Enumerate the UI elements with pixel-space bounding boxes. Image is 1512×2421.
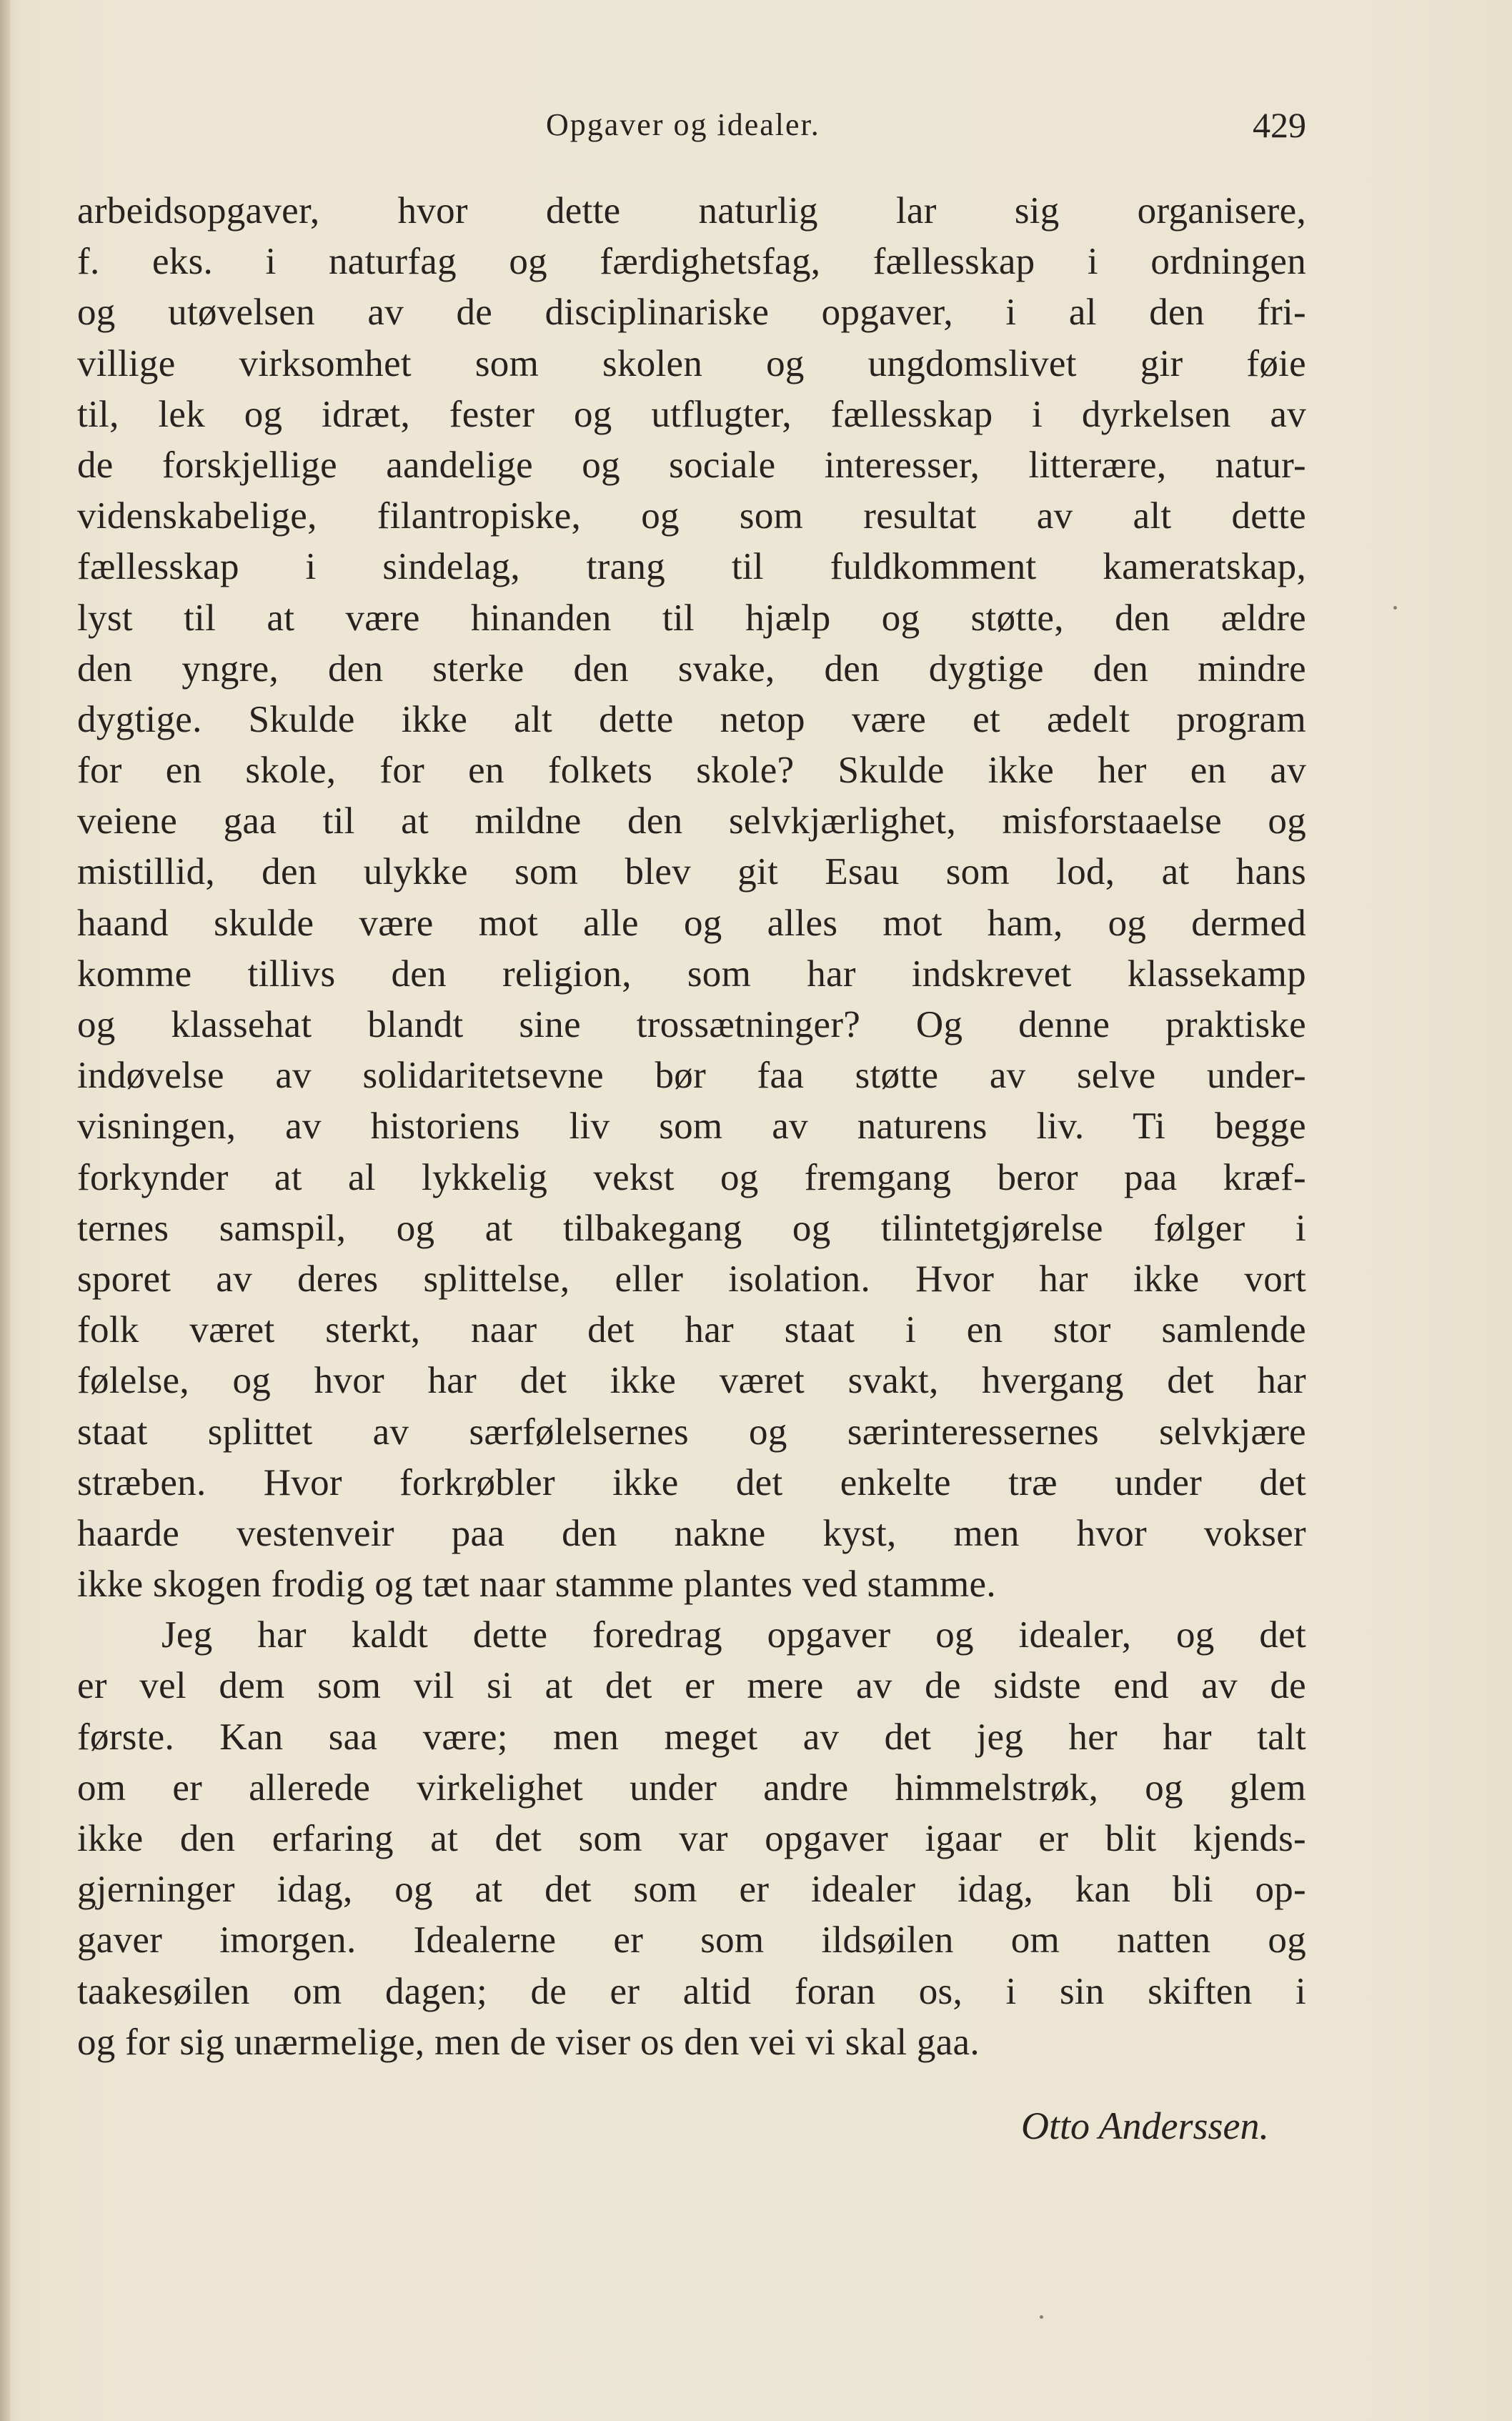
text-line: taakesøilen om dagen; de er altid foran os, i sin skiften i	[77, 1970, 1306, 2012]
paragraph-start-line: Jeg har kaldt dette foredrag opgaver og idealer, og det	[161, 1614, 1306, 1656]
text-line: visningen, av historiens liv som av naturens liv. Ti begge	[77, 1105, 1306, 1148]
text-line: er vel dem som vil si at det er mere av de sidste end av de	[77, 1665, 1306, 1707]
paper-speck	[1393, 606, 1397, 610]
text-line: stræben. Hvor forkrøbler ikke det enkelte træ under det	[77, 1461, 1306, 1503]
paper-speck	[1040, 2315, 1043, 2319]
text-line: gjerninger idag, og at det som er idealer idag, kan bli op-	[77, 1869, 1306, 1911]
text-line: f. eks. i naturfag og færdighetsfag, fællesskap i ordningen	[77, 241, 1306, 283]
paragraph-end-line: ikke skogen frodig og tæt naar stamme plantes ved stamme.	[77, 1564, 996, 1606]
text-line: arbeidsopgaver, hvor dette naturlig lar sig organisere,	[77, 190, 1306, 232]
text-line: om er allerede virkelighet under andre himmelstrøk, og glem	[77, 1766, 1306, 1809]
text-line: staat splittet av særfølelsernes og særinteressernes selvkjære	[77, 1411, 1306, 1453]
text-line: og klassehat blandt sine trossætninger? Og denne praktiske	[77, 1004, 1306, 1045]
text-line: følelse, og hvor har det ikke været svakt, hvergang det har	[77, 1360, 1306, 1402]
body-text	[77, 186, 1306, 2068]
text-line: haand skulde være mot alle og alles mot ham, og dermed	[77, 902, 1306, 944]
text-line: sporet av deres splittelse, eller isolation. Hvor har ikke vort	[77, 1258, 1306, 1300]
running-title: Opgaver og idealer.	[546, 107, 820, 142]
text-line: mistillid, den ulykke som blev git Esau som lod, at hans	[77, 851, 1306, 893]
page-number: 429	[1253, 105, 1306, 145]
text-line: folk været sterkt, naar det har staat i en stor samlende	[77, 1309, 1306, 1351]
page-binding-edge	[0, 0, 10, 2421]
paragraph-end-line: og for sig unærmelige, men de viser os den vei vi skal gaa.	[77, 2021, 980, 2063]
text-line: forkynder at al lykkelig vekst og fremgang beror paa kræf-	[77, 1156, 1306, 1198]
text-line: dygtige. Skulde ikke alt dette netop være et ædelt program	[77, 698, 1306, 740]
text-line: videnskabelige, filantropiske, og som resultat av alt dette	[77, 495, 1306, 537]
text-line: lyst til at være hinanden til hjælp og støtte, den ældre	[77, 597, 1306, 639]
text-line: veiene gaa til at mildne den selvkjærlighet, misforstaaelse og	[77, 800, 1306, 842]
text-line: villige virksomhet som skolen og ungdomslivet gir føie	[77, 342, 1306, 384]
text-line: til, lek og idræt, fester og utflugter, fællesskap i dyrkelsen av	[77, 393, 1306, 435]
text-line: de forskjellige aandelige og sociale interesser, litterære, natur-	[77, 444, 1306, 486]
text-line: og utøvelsen av de disciplinariske opgaver, i al den fri-	[77, 292, 1306, 334]
text-line: indøvelse av solidaritetsevne bør faa støtte av selve under-	[77, 1055, 1306, 1097]
text-line: gaver imorgen. Idealerne er som ildsøilen om natten og	[77, 1919, 1306, 1962]
text-line: første. Kan saa være; men meget av det jeg her har talt	[77, 1716, 1306, 1758]
page-header	[77, 100, 1306, 150]
text-line: den yngre, den sterke den svake, den dygtige den mindre	[77, 647, 1306, 690]
text-line: ternes samspil, og at tilbakegang og tilintetgjørelse følger i	[77, 1207, 1306, 1249]
text-line: komme tillivs den religion, som har indskrevet klassekamp	[77, 953, 1306, 995]
text-line: for en skole, for en folkets skole? Skulde ikke her en av	[77, 750, 1306, 792]
text-line: fællesskap i sindelag, trang til fuldkomment kameratskap,	[77, 546, 1306, 588]
author-signature: Otto Anderssen.	[1021, 2104, 1269, 2147]
text-line: ikke den erfaring at det som var opgaver igaar er blit kjends-	[77, 1818, 1306, 1859]
text-line: haarde vestenveir paa den nakne kyst, men hvor vokser	[77, 1512, 1306, 1554]
